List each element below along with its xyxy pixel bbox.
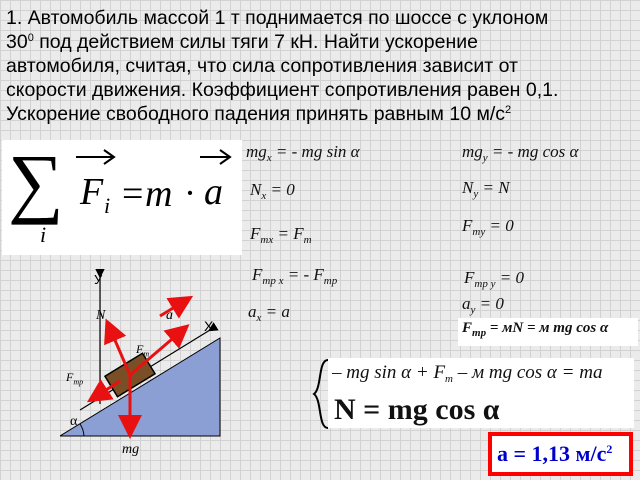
vector-arrow-a	[196, 147, 236, 167]
eq-ft-x	[250, 224, 312, 244]
vector-arrow-f	[70, 147, 120, 167]
eq-mg-x-lhs: mg	[246, 142, 267, 161]
eq-mg-x	[246, 142, 360, 162]
x-axis-label: Х	[204, 318, 214, 334]
problem-line-2	[6, 30, 636, 54]
eq-ft-x-lhs: F	[250, 224, 261, 243]
friction-rhs: = мN = м mg cos α	[486, 320, 609, 336]
eq-ftr-x	[252, 265, 337, 285]
dot-operator: ·	[184, 173, 196, 213]
system-equation-2: N = mg cos α	[334, 393, 500, 426]
acceleration-symbol: a	[204, 171, 223, 213]
eq-mg-y-lhs: mg	[462, 142, 483, 161]
friction-label-sub: тр	[73, 377, 84, 387]
eq-ftr-y-rhs: = 0	[495, 268, 524, 287]
eq-n-x-sub: x	[261, 190, 267, 202]
system-eq1-sub: т	[445, 373, 453, 385]
force-symbol: F	[80, 171, 104, 213]
answer-sup: 2	[606, 442, 613, 456]
system-eq1-right: – м mg cos α = ma	[453, 362, 603, 383]
friction-lhs: F	[462, 320, 473, 336]
friction-sub: тр	[472, 327, 487, 339]
degree-sup: 0	[27, 32, 34, 44]
problem-line-2-rest: под действием силы тяги 7 кН. Найти ускорение	[33, 31, 478, 53]
eq-ft-y-rhs: = 0	[485, 216, 514, 235]
system-eq1-left: – mg sin α + F	[332, 362, 446, 383]
eq-ft-y	[462, 216, 514, 236]
eq-ftr-x-lhs: F	[252, 265, 263, 284]
equals-sign: =	[122, 173, 144, 215]
eq-ftr-x-sub2: тр	[323, 275, 338, 287]
system-equation-1	[332, 362, 602, 384]
y-axis-label: У	[94, 272, 103, 287]
eq-mg-y-sub: y	[482, 152, 488, 164]
eq-a-y-lhs: a	[462, 294, 471, 313]
square-sup: 2	[505, 104, 512, 116]
incline-diagram	[60, 268, 240, 448]
eq-ftr-y	[464, 268, 524, 288]
eq-mg-x-rhs: = - mg sin α	[271, 142, 360, 161]
acceleration-label: a	[166, 308, 173, 323]
eq-ftr-x-rhs: = - F	[283, 265, 324, 284]
problem-statement	[6, 6, 636, 126]
eq-ft-y-sub: тy	[472, 226, 486, 238]
eq-mg-x-sub: x	[266, 152, 272, 164]
acceleration-arrow	[160, 299, 188, 316]
eq-ft-x-sub: тx	[260, 234, 274, 246]
eq-n-x-lhs: N	[250, 180, 262, 199]
eq-a-y	[462, 294, 504, 314]
eq-mg-y	[462, 142, 578, 162]
eq-ftr-y-lhs: F	[464, 268, 475, 287]
eq-n-y-lhs: N	[462, 178, 474, 197]
answer-text: a = 1,13 м/с	[497, 441, 607, 466]
problem-line-5	[6, 102, 636, 126]
angle-label: α	[70, 414, 78, 429]
eq-n-y-rhs: = N	[478, 178, 510, 197]
sum-index: i	[40, 222, 47, 247]
eq-a-x-sub: x	[256, 312, 262, 324]
friction-force-label	[66, 370, 83, 386]
problem-line-1: 1. Автомобиль массой 1 т поднимается по шоссе с уклоном	[6, 7, 549, 29]
eq-a-y-rhs: = 0	[475, 294, 504, 313]
problem-line-5-text: Ускорение свободного падения принять равным 10 м/с	[6, 103, 506, 125]
thrust-force-label	[136, 342, 149, 358]
mass-symbol: m	[145, 173, 173, 215]
eq-n-y	[462, 178, 510, 198]
eq-a-x-rhs: = a	[261, 302, 290, 321]
thrust-label-letter: F	[136, 342, 144, 356]
friction-label-letter: F	[66, 370, 74, 384]
answer-value	[497, 441, 612, 467]
system-brace	[310, 358, 332, 430]
eq-n-x-rhs: = 0	[266, 180, 295, 199]
problem-line-3: автомобиля, считая, что сила сопротивления зависит от	[6, 55, 518, 77]
eq-n-x	[250, 180, 295, 200]
eq-ft-y-lhs: F	[462, 216, 473, 235]
problem-line-4: скорости движения. Коэффициент сопротивления равен 0,1.	[6, 79, 559, 101]
eq-ftr-y-sub: тр y	[474, 278, 496, 290]
force-index: i	[104, 193, 111, 218]
thrust-label-sub: т	[143, 349, 150, 359]
eq-a-y-sub: y	[470, 304, 476, 316]
friction-formula	[462, 320, 608, 337]
eq-ft-x-sub2: т	[303, 234, 312, 246]
eq-ft-x-rhs: = F	[273, 224, 304, 243]
eq-a-x-lhs: a	[248, 302, 257, 321]
angle-value: 30	[6, 31, 28, 53]
eq-ftr-x-sub: тр x	[262, 275, 284, 287]
eq-mg-y-rhs: = - mg cos α	[487, 142, 579, 161]
gravity-label: mg	[122, 442, 140, 457]
eq-a-x	[248, 302, 290, 322]
eq-n-y-sub: y	[473, 188, 479, 200]
normal-force-label: N	[96, 308, 106, 323]
sum-symbol: ∑	[8, 138, 64, 225]
